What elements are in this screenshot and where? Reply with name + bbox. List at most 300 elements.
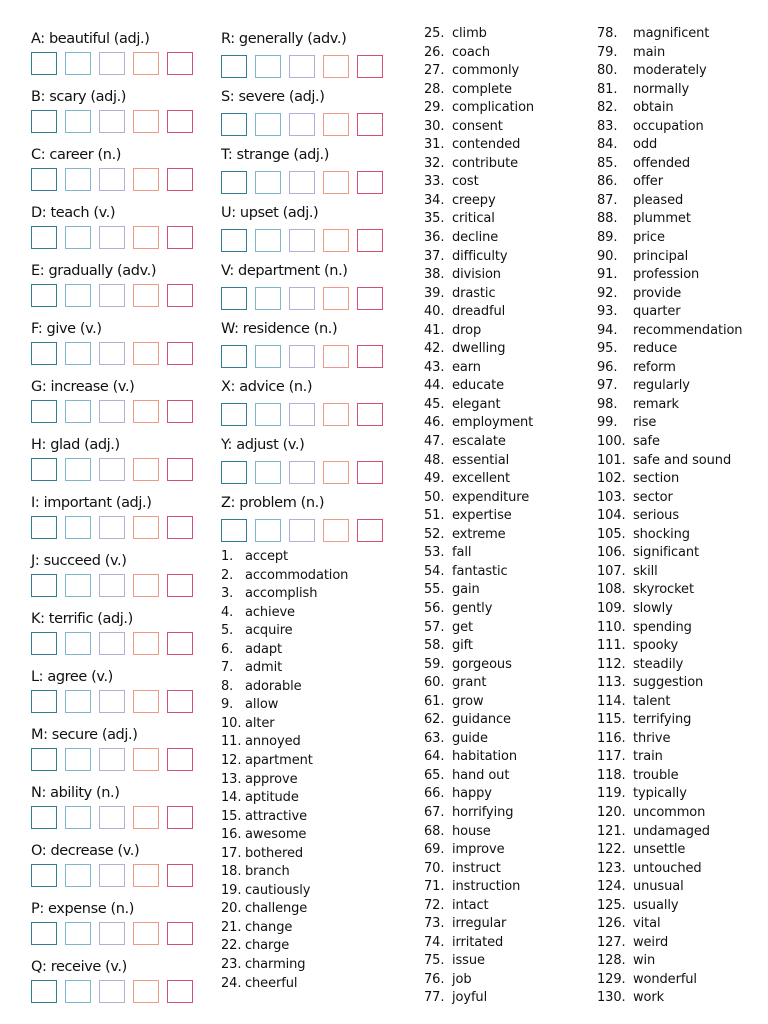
- word-text: complication: [452, 100, 535, 116]
- word-item-59: [424, 656, 534, 675]
- answer-box-g-2[interactable]: [65, 400, 91, 423]
- answer-box-t-3[interactable]: [289, 171, 315, 194]
- word-number: 77.: [424, 990, 445, 1006]
- answer-box-i-3[interactable]: [99, 516, 125, 539]
- answer-box-d-3[interactable]: [99, 226, 125, 249]
- word-text: shocking: [633, 526, 690, 542]
- word-item-107: [597, 563, 742, 582]
- answer-box-u-5[interactable]: [357, 229, 383, 252]
- clue-label-p: P: expense (n.): [31, 901, 134, 917]
- clue-group-g: [31, 374, 201, 432]
- word-item-125: [597, 897, 742, 916]
- word-text: house: [452, 823, 491, 839]
- answer-box-i-4[interactable]: [133, 516, 159, 539]
- answer-box-r-3[interactable]: [289, 55, 315, 78]
- answer-box-b-5[interactable]: [167, 110, 193, 133]
- answer-box-m-3[interactable]: [99, 748, 125, 771]
- clue-label-d: D: teach (v.): [31, 205, 116, 221]
- word-text: coach: [452, 44, 490, 60]
- word-text: usually: [633, 897, 679, 913]
- answer-box-m-4[interactable]: [133, 748, 159, 771]
- answer-box-y-3[interactable]: [289, 461, 315, 484]
- word-text: train: [633, 749, 663, 765]
- answer-box-d-1[interactable]: [31, 226, 57, 249]
- answer-box-n-5[interactable]: [167, 806, 193, 829]
- answer-box-s-4[interactable]: [323, 113, 349, 136]
- word-number: 129.: [597, 971, 626, 987]
- answer-box-l-4[interactable]: [133, 690, 159, 713]
- word-item-76: [424, 971, 534, 990]
- word-text: normally: [633, 81, 690, 97]
- word-text: fall: [452, 545, 472, 561]
- answer-box-a-3[interactable]: [99, 52, 125, 75]
- clue-label-r: R: generally (adv.): [221, 31, 347, 47]
- word-number: 88.: [597, 211, 618, 227]
- answer-box-f-2[interactable]: [65, 342, 91, 365]
- answer-box-b-3[interactable]: [99, 110, 125, 133]
- answer-box-o-3[interactable]: [99, 864, 125, 887]
- answer-box-u-1[interactable]: [221, 229, 247, 252]
- word-text: sector: [633, 489, 673, 505]
- answer-box-a-4[interactable]: [133, 52, 159, 75]
- word-text: branch: [245, 864, 290, 880]
- answer-box-h-4[interactable]: [133, 458, 159, 481]
- answer-box-c-5[interactable]: [167, 168, 193, 191]
- answer-box-v-5[interactable]: [357, 287, 383, 310]
- word-number: 109.: [597, 600, 626, 616]
- word-number: 16.: [221, 827, 242, 843]
- word-text: employment: [452, 415, 534, 431]
- answer-box-o-4[interactable]: [133, 864, 159, 887]
- word-item-120: [597, 804, 742, 823]
- answer-box-i-2[interactable]: [65, 516, 91, 539]
- word-item-40: [424, 303, 534, 322]
- word-text: adapt: [245, 641, 283, 657]
- word-item-35: [424, 210, 534, 229]
- word-item-91: [597, 266, 742, 285]
- answer-box-v-3[interactable]: [289, 287, 315, 310]
- answer-box-n-4[interactable]: [133, 806, 159, 829]
- answer-box-z-4[interactable]: [323, 519, 349, 542]
- answer-box-k-1[interactable]: [31, 632, 57, 655]
- word-text: weird: [633, 934, 669, 950]
- answer-box-s-3[interactable]: [289, 113, 315, 136]
- answer-box-q-2[interactable]: [65, 980, 91, 1003]
- answer-box-x-2[interactable]: [255, 403, 281, 426]
- word-text: significant: [633, 545, 700, 561]
- answer-box-p-1[interactable]: [31, 922, 57, 945]
- answer-box-f-5[interactable]: [167, 342, 193, 365]
- word-text: guide: [452, 730, 488, 746]
- answer-box-p-3[interactable]: [99, 922, 125, 945]
- answer-box-t-4[interactable]: [323, 171, 349, 194]
- answer-box-n-1[interactable]: [31, 806, 57, 829]
- word-item-47: [424, 433, 534, 452]
- word-number: 19.: [221, 882, 242, 898]
- answer-box-row-c: [31, 168, 201, 191]
- answer-box-c-3[interactable]: [99, 168, 125, 191]
- clue-label-n: N: ability (n.): [31, 785, 120, 801]
- clue-label-m: M: secure (adj.): [31, 727, 138, 743]
- answer-box-c-1[interactable]: [31, 168, 57, 191]
- word-item-92: [597, 285, 742, 304]
- answer-box-u-4[interactable]: [323, 229, 349, 252]
- word-item-101: [597, 452, 742, 471]
- word-text: quarter: [633, 304, 681, 320]
- answer-box-b-4[interactable]: [133, 110, 159, 133]
- answer-box-e-2[interactable]: [65, 284, 91, 307]
- word-text: recommendation: [633, 322, 743, 338]
- word-number: 23.: [221, 957, 242, 973]
- word-item-79: [597, 44, 742, 63]
- word-number: 96.: [597, 359, 618, 375]
- answer-box-j-2[interactable]: [65, 574, 91, 597]
- answer-box-k-5[interactable]: [167, 632, 193, 655]
- answer-box-j-1[interactable]: [31, 574, 57, 597]
- word-item-12: [221, 752, 348, 771]
- word-number: 90.: [597, 248, 618, 264]
- word-item-69: [424, 841, 534, 860]
- word-item-119: [597, 785, 742, 804]
- answer-box-p-5[interactable]: [167, 922, 193, 945]
- word-item-45: [424, 396, 534, 415]
- answer-box-v-4[interactable]: [323, 287, 349, 310]
- word-item-9: [221, 696, 348, 715]
- word-number: 68.: [424, 823, 445, 839]
- answer-box-u-3[interactable]: [289, 229, 315, 252]
- word-item-54: [424, 563, 534, 582]
- word-text: vital: [633, 916, 661, 932]
- word-text: charming: [245, 957, 306, 973]
- answer-box-row-i: [31, 516, 201, 539]
- word-number: 65.: [424, 767, 445, 783]
- answer-box-r-2[interactable]: [255, 55, 281, 78]
- answer-box-w-1[interactable]: [221, 345, 247, 368]
- answer-box-r-5[interactable]: [357, 55, 383, 78]
- word-text: terrifying: [633, 712, 692, 728]
- answer-box-w-3[interactable]: [289, 345, 315, 368]
- clue-group-o: [31, 838, 201, 896]
- word-number: 48.: [424, 452, 445, 468]
- word-number: 49.: [424, 471, 445, 487]
- clue-label-v: V: department (n.): [221, 263, 348, 279]
- answer-box-z-1[interactable]: [221, 519, 247, 542]
- word-item-114: [597, 693, 742, 712]
- answer-box-m-2[interactable]: [65, 748, 91, 771]
- answer-box-t-1[interactable]: [221, 171, 247, 194]
- clue-label-w: W: residence (n.): [221, 321, 338, 337]
- word-item-67: [424, 804, 534, 823]
- answer-box-f-1[interactable]: [31, 342, 57, 365]
- answer-box-m-1[interactable]: [31, 748, 57, 771]
- answer-box-k-4[interactable]: [133, 632, 159, 655]
- clue-group-q: [31, 954, 201, 1012]
- answer-box-j-5[interactable]: [167, 574, 193, 597]
- answer-box-l-1[interactable]: [31, 690, 57, 713]
- word-item-82: [597, 99, 742, 118]
- word-item-77: [424, 989, 534, 1008]
- word-text: gently: [452, 600, 493, 616]
- answer-box-o-2[interactable]: [65, 864, 91, 887]
- answer-box-r-4[interactable]: [323, 55, 349, 78]
- answer-box-n-3[interactable]: [99, 806, 125, 829]
- word-item-19: [221, 882, 348, 901]
- answer-box-l-2[interactable]: [65, 690, 91, 713]
- word-text: fantastic: [452, 563, 508, 579]
- clue-group-d: [31, 200, 201, 258]
- answer-box-q-1[interactable]: [31, 980, 57, 1003]
- answer-box-row-l: [31, 690, 201, 713]
- word-text: irritated: [452, 934, 504, 950]
- answer-box-q-4[interactable]: [133, 980, 159, 1003]
- answer-box-p-4[interactable]: [133, 922, 159, 945]
- answer-box-u-2[interactable]: [255, 229, 281, 252]
- word-text: talent: [633, 693, 671, 709]
- answer-box-row-x: [221, 403, 391, 426]
- word-number: 10.: [221, 715, 242, 731]
- answer-box-row-r: [221, 55, 391, 78]
- word-item-81: [597, 81, 742, 100]
- answer-box-n-2[interactable]: [65, 806, 91, 829]
- word-number: 94.: [597, 322, 618, 338]
- word-number: 74.: [424, 934, 445, 950]
- word-number: 47.: [424, 434, 445, 450]
- answer-box-row-o: [31, 864, 201, 887]
- word-item-5: [221, 622, 348, 641]
- word-item-71: [424, 878, 534, 897]
- answer-box-v-2[interactable]: [255, 287, 281, 310]
- word-number: 91.: [597, 267, 618, 283]
- answer-box-b-1[interactable]: [31, 110, 57, 133]
- answer-box-e-1[interactable]: [31, 284, 57, 307]
- word-number: 58.: [424, 638, 445, 654]
- answer-box-e-3[interactable]: [99, 284, 125, 307]
- answer-box-w-2[interactable]: [255, 345, 281, 368]
- word-text: earn: [452, 359, 481, 375]
- clue-label-c: C: career (n.): [31, 147, 122, 163]
- word-number: 72.: [424, 897, 445, 913]
- clue-group-m: [31, 722, 201, 780]
- answer-box-x-5[interactable]: [357, 403, 383, 426]
- word-number: 42.: [424, 341, 445, 357]
- word-text: odd: [633, 137, 658, 153]
- word-item-85: [597, 155, 742, 174]
- word-item-13: [221, 771, 348, 790]
- word-text: uncommon: [633, 804, 706, 820]
- word-text: extreme: [452, 526, 506, 542]
- word-number: 71.: [424, 879, 445, 895]
- word-item-36: [424, 229, 534, 248]
- answer-box-z-5[interactable]: [357, 519, 383, 542]
- answer-box-v-1[interactable]: [221, 287, 247, 310]
- word-number: 45.: [424, 396, 445, 412]
- word-text: irregular: [452, 916, 507, 932]
- clue-group-y: [221, 432, 391, 490]
- word-text: cheerful: [245, 975, 298, 991]
- word-item-111: [597, 637, 742, 656]
- answer-box-k-2[interactable]: [65, 632, 91, 655]
- word-item-102: [597, 470, 742, 489]
- answer-box-e-4[interactable]: [133, 284, 159, 307]
- answer-box-row-w: [221, 345, 391, 368]
- word-text: climb: [452, 26, 487, 41]
- clue-label-b: B: scary (adj.): [31, 89, 127, 105]
- answer-box-x-3[interactable]: [289, 403, 315, 426]
- word-item-98: [597, 396, 742, 415]
- word-text: profession: [633, 267, 700, 283]
- word-number: 126.: [597, 916, 626, 932]
- word-item-53: [424, 544, 534, 563]
- word-item-73: [424, 915, 534, 934]
- word-number: 64.: [424, 749, 445, 765]
- word-number: 85.: [597, 155, 618, 171]
- answer-box-j-4[interactable]: [133, 574, 159, 597]
- answer-box-x-4[interactable]: [323, 403, 349, 426]
- word-number: 105.: [597, 526, 626, 542]
- word-number: 76.: [424, 971, 445, 987]
- clue-group-a: [31, 26, 201, 84]
- answer-box-z-2[interactable]: [255, 519, 281, 542]
- word-number: 125.: [597, 897, 626, 913]
- word-text: skyrocket: [633, 582, 694, 598]
- word-item-33: [424, 173, 534, 192]
- word-text: escalate: [452, 434, 506, 450]
- clue-group-u: [221, 200, 391, 258]
- word-number: 55.: [424, 582, 445, 598]
- word-number: 35.: [424, 211, 445, 227]
- word-text: allow: [245, 697, 279, 713]
- answer-box-c-4[interactable]: [133, 168, 159, 191]
- answer-box-r-1[interactable]: [221, 55, 247, 78]
- word-item-95: [597, 340, 742, 359]
- answer-box-q-5[interactable]: [167, 980, 193, 1003]
- word-text: accommodation: [245, 567, 349, 583]
- answer-box-w-5[interactable]: [357, 345, 383, 368]
- word-number: 1.: [221, 549, 234, 564]
- answer-box-y-1[interactable]: [221, 461, 247, 484]
- answer-box-h-2[interactable]: [65, 458, 91, 481]
- answer-box-g-3[interactable]: [99, 400, 125, 423]
- word-item-74: [424, 934, 534, 953]
- word-item-72: [424, 897, 534, 916]
- answer-box-h-1[interactable]: [31, 458, 57, 481]
- answer-box-g-5[interactable]: [167, 400, 193, 423]
- word-text: plummet: [633, 211, 691, 227]
- word-number: 24.: [221, 975, 242, 991]
- clue-label-h: H: glad (adj.): [31, 437, 120, 453]
- answer-box-j-3[interactable]: [99, 574, 125, 597]
- answer-box-t-2[interactable]: [255, 171, 281, 194]
- answer-box-s-2[interactable]: [255, 113, 281, 136]
- word-item-17: [221, 845, 348, 864]
- word-number: 37.: [424, 248, 445, 264]
- word-text: expertise: [452, 508, 512, 524]
- answer-box-p-2[interactable]: [65, 922, 91, 945]
- answer-box-s-1[interactable]: [221, 113, 247, 136]
- word-number: 93.: [597, 304, 618, 320]
- answer-box-d-4[interactable]: [133, 226, 159, 249]
- word-text: spending: [633, 619, 692, 635]
- word-text: alter: [245, 715, 275, 731]
- answer-box-i-1[interactable]: [31, 516, 57, 539]
- answer-box-g-4[interactable]: [133, 400, 159, 423]
- word-item-61: [424, 693, 534, 712]
- answer-box-x-1[interactable]: [221, 403, 247, 426]
- answer-box-q-3[interactable]: [99, 980, 125, 1003]
- word-item-122: [597, 841, 742, 860]
- clue-label-i: I: important (adj.): [31, 495, 152, 511]
- word-item-21: [221, 919, 348, 938]
- word-item-99: [597, 414, 742, 433]
- word-text: happy: [452, 786, 492, 802]
- answer-box-k-3[interactable]: [99, 632, 125, 655]
- answer-box-d-2[interactable]: [65, 226, 91, 249]
- word-number: 8.: [221, 678, 234, 694]
- word-text: acquire: [245, 623, 293, 639]
- answer-box-m-5[interactable]: [167, 748, 193, 771]
- answer-box-y-2[interactable]: [255, 461, 281, 484]
- word-item-63: [424, 730, 534, 749]
- answer-box-g-1[interactable]: [31, 400, 57, 423]
- word-number: 73.: [424, 916, 445, 932]
- answer-box-f-3[interactable]: [99, 342, 125, 365]
- answer-box-z-3[interactable]: [289, 519, 315, 542]
- answer-box-i-5[interactable]: [167, 516, 193, 539]
- word-item-123: [597, 860, 742, 879]
- answer-box-t-5[interactable]: [357, 171, 383, 194]
- word-number: 108.: [597, 582, 626, 598]
- answer-box-s-5[interactable]: [357, 113, 383, 136]
- answer-box-o-1[interactable]: [31, 864, 57, 887]
- word-number: 7.: [221, 660, 234, 676]
- answer-box-a-5[interactable]: [167, 52, 193, 75]
- clue-group-k: [31, 606, 201, 664]
- word-text: aptitude: [245, 790, 299, 806]
- clue-label-a: A: beautiful (adj.): [31, 31, 150, 47]
- answer-box-h-5[interactable]: [167, 458, 193, 481]
- answer-box-y-5[interactable]: [357, 461, 383, 484]
- answer-box-f-4[interactable]: [133, 342, 159, 365]
- answer-box-l-3[interactable]: [99, 690, 125, 713]
- word-text: issue: [452, 953, 485, 969]
- word-text: reduce: [633, 341, 678, 357]
- answer-box-w-4[interactable]: [323, 345, 349, 368]
- clue-group-t: [221, 142, 391, 200]
- word-number: 62.: [424, 712, 445, 728]
- word-item-64: [424, 748, 534, 767]
- answer-box-c-2[interactable]: [65, 168, 91, 191]
- word-number: 66.: [424, 786, 445, 802]
- word-item-51: [424, 507, 534, 526]
- answer-box-o-5[interactable]: [167, 864, 193, 887]
- clue-group-j: [31, 548, 201, 606]
- word-number: 39.: [424, 285, 445, 301]
- clue-label-s: S: severe (adj.): [221, 89, 325, 105]
- word-text: division: [452, 267, 501, 283]
- answer-box-l-5[interactable]: [167, 690, 193, 713]
- answer-box-d-5[interactable]: [167, 226, 193, 249]
- word-text: unsettle: [633, 842, 686, 858]
- answer-box-y-4[interactable]: [323, 461, 349, 484]
- word-item-84: [597, 136, 742, 155]
- answer-box-b-2[interactable]: [65, 110, 91, 133]
- answer-box-h-3[interactable]: [99, 458, 125, 481]
- word-number: 31.: [424, 137, 445, 153]
- word-number: 99.: [597, 415, 618, 431]
- answer-box-a-1[interactable]: [31, 52, 57, 75]
- answer-box-e-5[interactable]: [167, 284, 193, 307]
- answer-box-a-2[interactable]: [65, 52, 91, 75]
